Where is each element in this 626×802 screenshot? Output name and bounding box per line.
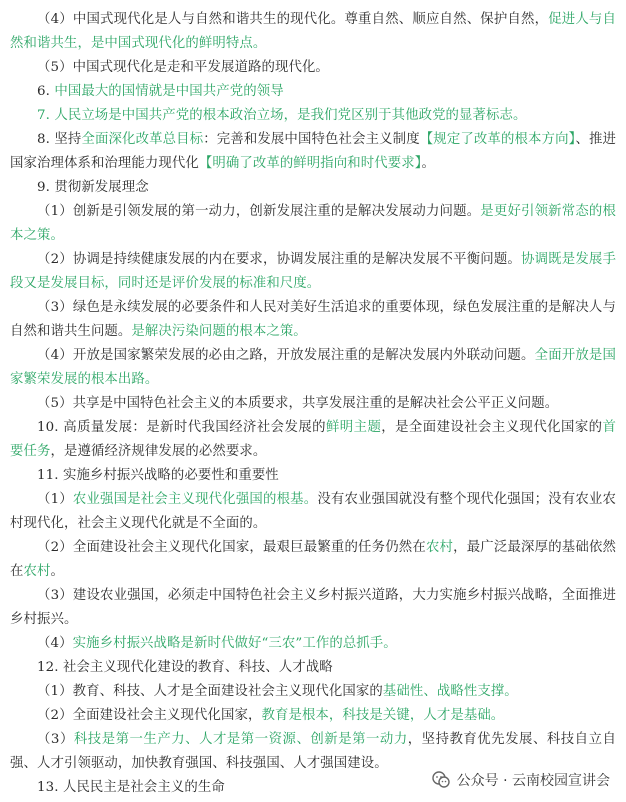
- text-segment: 8. 坚持: [37, 132, 82, 147]
- paragraph: [10, 344, 616, 392]
- paragraph: [10, 632, 616, 656]
- highlighted-text: 是解决污染问题的根本之策。: [131, 324, 307, 339]
- paragraph: [10, 656, 616, 680]
- text-segment: （3）建设农业强国，必须走中国特色社会主义乡村振兴道路，大力实施乡村振兴战略，全面推进乡村振兴。: [10, 588, 616, 627]
- text-segment: （1）: [37, 492, 73, 507]
- paragraph: [10, 704, 616, 728]
- paragraph: [10, 536, 616, 584]
- highlighted-text: 鲜明主题: [325, 420, 382, 435]
- text-segment: 6.: [37, 84, 55, 99]
- text-segment: ：完善和发展中国特色社会主义制度: [203, 132, 420, 147]
- highlighted-text: 促进人与自然和谐共生，是中国式现代化的鲜明特点。: [10, 12, 616, 51]
- paragraph: [10, 680, 616, 704]
- text-segment: （3）绿色是永续发展的必要条件和人民对美好生活追求的重要体现，绿色发展注重的是解决人与自然和谐共生问题。: [10, 300, 616, 339]
- text-segment: （1）教育、科技、人才是全面建设社会主义现代化国家的: [37, 684, 383, 699]
- text-segment: （5）中国式现代化是走和平发展道路的现代化。: [37, 60, 329, 75]
- watermark-text: 公众号 · 云南校园宣讲会: [456, 773, 610, 789]
- highlighted-text: 基础性、战略性支撑。: [382, 684, 518, 699]
- highlighted-text: 【明确了改革的鲜明指向和时代要求】: [198, 156, 422, 171]
- highlighted-text: 全面开放是国家繁荣发展的根本出路。: [10, 348, 617, 387]
- highlighted-text: 农村: [23, 564, 51, 579]
- text-segment: 、推进国家治理体系和治理能力现代化: [10, 132, 616, 171]
- paragraph: [10, 80, 616, 104]
- paragraph: [10, 248, 616, 296]
- paragraph: [10, 488, 616, 536]
- wechat-icon: [431, 770, 451, 790]
- paragraph: [10, 392, 616, 416]
- text-segment: 11. 实施乡村振兴战略的必要性和重要性: [37, 468, 279, 483]
- text-segment: 13. 人民民主是社会主义的生命: [37, 780, 225, 795]
- paragraph: [10, 176, 616, 200]
- text-segment: （4）中国式现代化是人与自然和谐共生的现代化。尊重自然、顺应自然、保护自然，: [37, 12, 549, 27]
- highlighted-text: 教育是根本，科技是关键，人才是基础。: [261, 708, 505, 723]
- paragraph: [10, 56, 616, 80]
- paragraph: [10, 296, 616, 344]
- highlighted-text: 全面深化改革总目标: [81, 132, 204, 147]
- text-segment: ，坚持教育优先发展、科技自立自强、人才引领驱动，加快教育强国、科技强国、人才强国建设。: [10, 732, 616, 771]
- text-segment: （4）: [37, 636, 73, 651]
- paragraph: [10, 104, 616, 128]
- paragraph: [10, 128, 616, 176]
- text-segment: （2）全面建设社会主义现代化国家，: [37, 708, 262, 723]
- text-segment: （2）全面建设社会主义现代化国家，最艰巨最繁重的任务仍然在: [37, 540, 426, 555]
- text-segment: （1）创新是引领发展的第一动力，创新发展注重的是解决发展动力问题。: [37, 204, 481, 219]
- document-body: [10, 8, 616, 800]
- paragraph: [10, 584, 616, 632]
- highlighted-text: 农村: [425, 540, 454, 555]
- paragraph: [10, 200, 616, 248]
- paragraph: [10, 416, 616, 464]
- highlighted-text: 实施乡村振兴战略是新时代做好“三农”工作的总抓手。: [72, 636, 397, 651]
- highlighted-text: 7. 人民立场是中国共产党的根本政治立场，是我们党区别于其他政党的显著标志。: [37, 108, 527, 123]
- highlighted-text: 中国最大的国情就是中国共产党的领导: [54, 84, 284, 99]
- highlighted-text: 科技是第一生产力、人才是第一资源、创新是第一动力: [73, 732, 408, 747]
- text-segment: （5）共享是中国特色社会主义的本质要求，共享发展注重的是解决社会公平正义问题。: [37, 396, 559, 411]
- highlighted-text: 农业强国是社会主义现代化强国的根基。: [72, 492, 318, 507]
- text-segment: 。: [421, 156, 436, 171]
- paragraph: [10, 464, 616, 488]
- highlighted-text: 首要任务: [10, 420, 616, 459]
- text-segment: ，是遵循经济规律发展的必然要求。: [50, 444, 267, 459]
- paragraph: [10, 8, 616, 56]
- highlighted-text: 协调既是发展手段又是发展目标，同时还是评价发展的标准和尺度。: [10, 252, 616, 291]
- text-segment: 没有农业强国就没有整个现代化强国；没有农业农村现代化，社会主义现代化就是不全面的。: [10, 492, 616, 531]
- text-segment: 。: [50, 564, 64, 579]
- text-segment: （2）协调是持续健康发展的内在要求，协调发展注重的是解决发展不平衡问题。: [37, 252, 522, 267]
- watermark: [427, 768, 614, 792]
- text-segment: 9. 贯彻新发展理念: [37, 180, 149, 195]
- text-segment: 10. 高质量发展：是新时代我国经济社会发展的: [37, 420, 326, 435]
- highlighted-text: 是更好引领新常态的根本之策。: [10, 204, 616, 243]
- text-segment: （3）: [37, 732, 74, 747]
- text-segment: （4）开放是国家繁荣发展的必由之路，开放发展注重的是解决发展内外联动问题。: [37, 348, 535, 363]
- text-segment: 12. 社会主义现代化建设的教育、科技、人才战略: [37, 660, 333, 675]
- text-segment: ，最广泛最深厚的基础依然在: [10, 540, 617, 579]
- text-segment: ，是全面建设社会主义现代化国家的: [381, 420, 603, 435]
- highlighted-text: 【规定了改革的根本方向】: [419, 132, 576, 147]
